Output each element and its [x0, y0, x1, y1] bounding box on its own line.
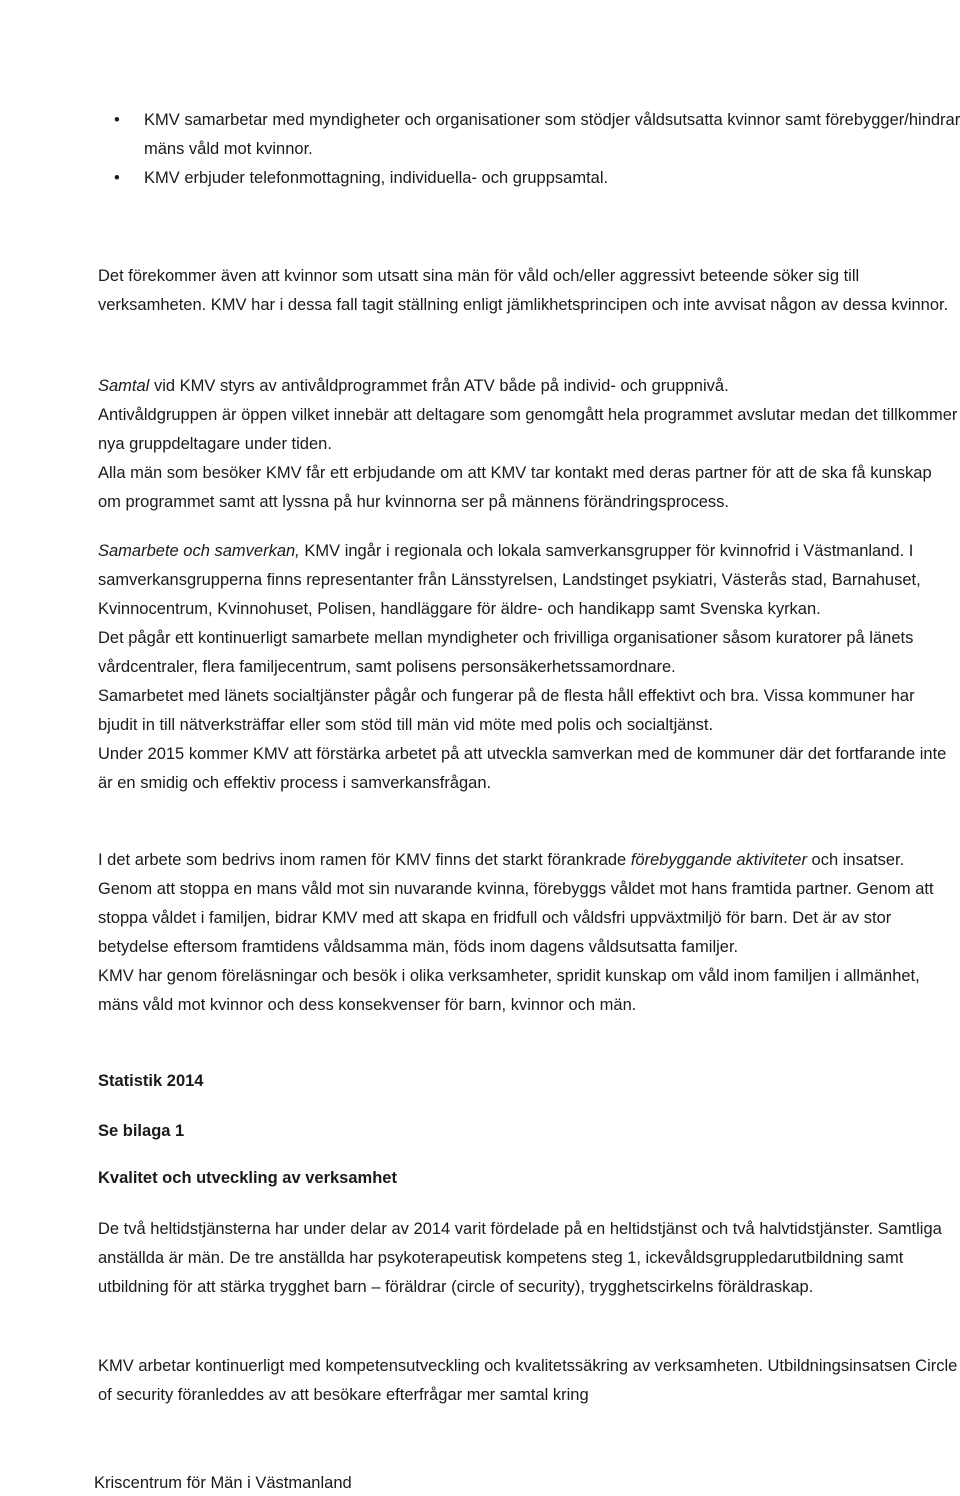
text-span: KMV ingår i regionala och lokala samverkansgrupper för kvinnofrid i Västmanland. I samverkansgrupperna finns representanter från Länsstyrelsen, Landstinget psykiatri, Västerås stad, Barnahuset, Kvinnocentrum, Kvinnohuset, Polisen, handläggare för äldre- och handikapp samt Svenska kyrkan. — [98, 542, 921, 618]
bullet-list — [144, 106, 960, 193]
emphasis: Samtal — [98, 377, 150, 395]
emphasis: förebyggande aktiviteter — [630, 851, 807, 869]
paragraph-group — [98, 537, 958, 798]
page-footer: Kriscentrum för Män i Västmanland — [94, 1474, 352, 1492]
heading-kvalitet: Kvalitet och utveckling av verksamhet — [98, 1169, 397, 1187]
text-span: I det arbete som bedrivs inom ramen för KMV finns det starkt förankrade — [98, 851, 631, 869]
paragraph: Under 2015 kommer KMV att förstärka arbetet på att utveckla samverkan med de kommuner där det fortfarande inte är en smidig och effektiv process i samverkansfrågan. — [98, 745, 947, 792]
paragraph: KMV har genom föreläsningar och besök i olika verksamheter, spridit kunskap om våld inom familjen i allmänhet, mäns våld mot kvinnor och dess konsekvenser för barn, kvinnor och män. — [98, 967, 920, 1014]
emphasis: Samarbete och samverkan, — [98, 542, 300, 560]
bullet-item: • KMV erbjuder telefonmottagning, individuella- och gruppsamtal. — [144, 164, 960, 193]
paragraph-group — [98, 846, 958, 1020]
paragraph — [98, 846, 958, 962]
paragraph: KMV arbetar kontinuerligt med kompetensutveckling och kvalitetssäkring av verksamheten. Utbildningsinsatsen Circle of security föranleddes av att besökare efterfrågar mer samtal kring — [98, 1357, 958, 1404]
text-span: och insatser. Genom att stoppa en mans våld mot sin nuvarande kvinna, förebyggs våldet mot hans framtida partner. Genom att stoppa våldet i familjen, bidrar KMV med att skapa en fridfull och våldsfri uppväxtmiljö för barn. Det är av stor betydelse eftersom framtidens våldsamma män, föds inom dagens våldsutsatta familjer. — [98, 851, 934, 956]
paragraph — [98, 537, 958, 624]
paragraph: Det pågår ett kontinuerligt samarbete mellan myndigheter och frivilliga organisationer såsom kuratorer på länets vårdcentraler, flera familjecentrum, samt polisens personsäkerhetssamordnare. — [98, 629, 914, 676]
heading-statistik: Statistik 2014 — [98, 1072, 204, 1090]
paragraph-group — [98, 372, 958, 517]
paragraph: Samarbetet med länets socialtjänster pågår och fungerar på de flesta håll effektivt och bra. Vissa kommuner har bjudit in till nätverksträffar eller som stöd till män vid möte med polis och socialtjänst. — [98, 687, 915, 734]
paragraph: Det förekommer även att kvinnor som utsatt sina män för våld och/eller aggressivt beteende söker sig till verksamheten. KMV har i dessa fall tagit ställning enligt jämlikhetsprincipen och inte avvisat någon av dessa kvinnor. — [98, 267, 949, 314]
paragraph: Antivåldgruppen är öppen vilket innebär att deltagare som genomgått hela programmet avslutar medan det tillkommer nya gruppdeltagare under tiden. — [98, 406, 958, 453]
heading-bilaga: Se bilaga 1 — [98, 1122, 185, 1140]
paragraph: Alla män som besöker KMV får ett erbjudande om att KMV tar kontakt med deras partner för att de ska få kunskap om programmet samt att lyssna på hur kvinnorna ser på männens förändringsprocess. — [98, 464, 932, 511]
bullet-item: • KMV samarbetar med myndigheter och organisationer som stödjer våldsutsatta kvinnor samt förebygger/hindrar mäns våld mot kvinnor. — [144, 106, 960, 164]
paragraph — [98, 372, 958, 401]
paragraph: De två heltidstjänsterna har under delar av 2014 varit fördelade på en heltidstjänst och två halvtidstjänster. Samtliga anställda är män. De tre anställda har psykoterapeutisk kompetens steg 1, ickevåldsgruppledarutbildning samt utbildning för att stärka trygghet barn – föräldrar (circle of security), trygghetscirkelns föräldraskap. — [98, 1220, 942, 1296]
text-span: vid KMV styrs av antivåldprogrammet från ATV både på individ- och gruppnivå. — [149, 377, 729, 395]
